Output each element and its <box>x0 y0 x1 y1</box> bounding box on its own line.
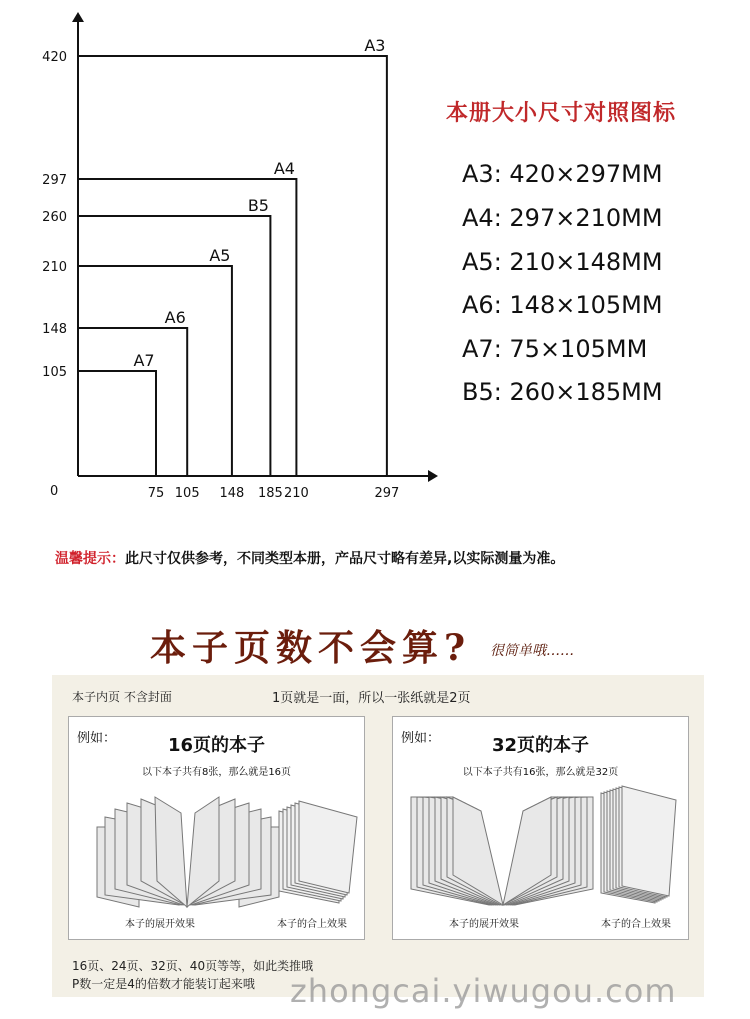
legend-line-a7: A7: 75×105MM <box>462 335 648 363</box>
y-axis-arrow <box>72 12 84 22</box>
card-title: 16页的本子 <box>167 735 266 756</box>
site-watermark: zhongcai.yiwugou.com <box>290 972 677 1010</box>
y-tick-297: 297 <box>42 173 67 188</box>
note-right: 1页就是一面，所以一张纸就是2页 <box>272 691 471 706</box>
rect-label-a5: A5 <box>209 246 231 265</box>
card-example-label: 例如： <box>77 731 117 746</box>
card-title: 32页的本子 <box>491 735 590 756</box>
axis-ticks <box>42 50 399 501</box>
rect-label-a4: A4 <box>273 159 295 178</box>
card-example-label: 例如： <box>401 731 441 746</box>
rect-label-b5: B5 <box>247 196 269 215</box>
card-subtitle: 以下本子共有8张，那么就是16页 <box>141 767 292 778</box>
legend-line-a3: A3: 420×297MM <box>462 160 663 188</box>
legend-title: 本册大小尺寸对照图标 <box>446 101 677 126</box>
book-illustration-32 <box>393 777 688 912</box>
legend-line-a5: A5: 210×148MM <box>462 248 663 276</box>
card-subtitle: 以下本子共有16张，那么就是32页 <box>462 767 619 778</box>
card-32-pages <box>392 716 689 940</box>
warm-tip <box>55 548 564 568</box>
legend-line-b5: B5: 260×185MM <box>462 378 663 406</box>
closed-book-illustration <box>279 801 357 903</box>
y-tick-105: 105 <box>42 365 67 380</box>
paper-size-chart <box>0 0 450 510</box>
tip-text: 此尺寸仅供参考，不同类型本册，产品尺寸略有差异,以实际测量为准。 <box>125 551 565 567</box>
section-subheading: 很简单哦…… <box>490 643 574 659</box>
y-tick-260: 260 <box>42 210 67 225</box>
rect-label-a6: A6 <box>164 308 186 327</box>
y-tick-210: 210 <box>42 260 67 275</box>
x-tick-297: 297 <box>374 486 400 501</box>
card-16-pages <box>68 716 365 940</box>
tip-label: 温馨提示： <box>55 551 125 567</box>
legend-line-a4: A4: 297×210MM <box>462 204 663 232</box>
legend-line-a6: A6: 148×105MM <box>462 291 663 319</box>
x-tick-210: 210 <box>283 486 309 501</box>
rect-b5 <box>78 216 270 476</box>
rect-label-a3: A3 <box>364 36 386 55</box>
y-tick-148: 148 <box>42 322 67 337</box>
open-book-illustration <box>411 797 593 905</box>
x-tick-75: 75 <box>147 486 165 501</box>
section-heading: 本子页数不会算? <box>150 627 472 669</box>
rect-a7 <box>78 371 156 476</box>
caption-open: 本子的展开效果 <box>125 919 195 930</box>
open-book-illustration <box>97 797 279 907</box>
book-illustration-16 <box>69 777 364 912</box>
caption-open: 本子的展开效果 <box>449 919 519 930</box>
origin-label: 0 <box>50 484 59 499</box>
x-tick-105: 105 <box>174 486 200 501</box>
caption-closed: 本子的合上效果 <box>601 919 671 930</box>
x-tick-148: 148 <box>219 486 245 501</box>
rect-label-a7: A7 <box>133 351 155 370</box>
caption-closed: 本子的合上效果 <box>277 919 347 930</box>
closed-book-illustration <box>601 786 676 903</box>
footer-line-2: P数一定是4的倍数才能装订起来哦 <box>72 977 255 991</box>
size-rectangles <box>78 36 387 476</box>
x-tick-185: 185 <box>257 486 283 501</box>
x-axis-arrow <box>428 470 438 482</box>
footer-line-1: 16页、24页、32页、40页等等，如此类推哦 <box>72 959 314 973</box>
note-left: 本子内页 不含封面 <box>72 690 172 704</box>
chart-axes <box>50 12 438 499</box>
y-tick-420: 420 <box>42 50 67 65</box>
